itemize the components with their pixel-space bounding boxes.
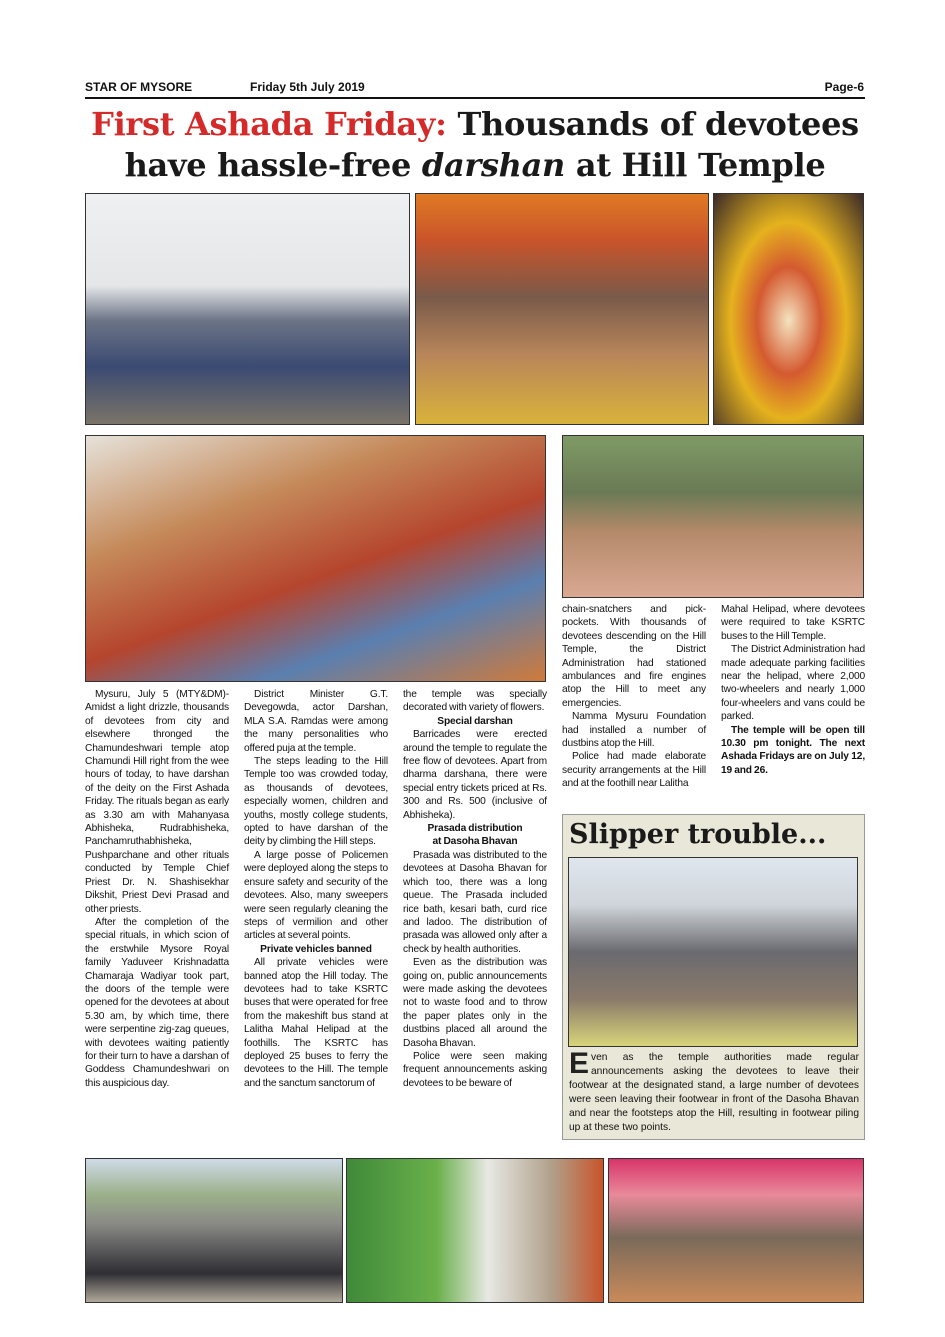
headline-black: Thousands of devotees [446,105,859,143]
paragraph: All private vehicles were banned atop the Hill today. The devotees had to take KSRTC buses that were operated for free from the makeshift bus stand at Lalitha Mahal Helipad at the foothills. The KSRTC has deployed 25 buses to ferry the devotees to the Hill. The temple and the sanctum sanctorum of [244,957,388,1089]
photo-ksrtc-bus [346,1158,604,1303]
paragraph: Barricades were erected around the temple to regulate the free flow of devotees. Apart from dharma darshana, there were special entry tickets priced at Rs. 300 and Rs. 500 (inclusive of Abhisheka). [403,729,547,821]
headline-line-2 [85,145,865,186]
closing-note: The temple will be open till 10.30 pm tonight. The next Ashada Fridays are on July 12, 19 and 26. [721,724,865,776]
photo-prasada-distribution [85,435,546,682]
drop-cap: E [569,1047,590,1080]
subheading: Prasada distribution [427,823,523,835]
photo-hill-steps [562,435,864,598]
photo-parked-bikes [85,1158,343,1303]
paragraph: District Minister G.T. Devegowda, actor Darshan, MLA S.A. Ramdas were among the many personalities who offered puja at the temple. [244,689,388,754]
masthead-paper-name: STAR OF MYSORE [85,80,193,94]
photo-deity [713,193,864,425]
sidebar-slipper-trouble [562,814,865,1140]
paragraph: A large posse of Policemen were deployed along the steps to ensure safety and security of the devotees. Also, many sweepers were seen regularly cleaning the steps of vermilion and other articles at several points. [244,849,388,942]
sidebar-title: Slipper trouble... [569,819,827,850]
paragraph: The District Administration had made adequate parking facilities near the helipad, where 2,000 two-wheelers and nearly 1,000 four-wheelers and vans could be parked. [721,644,865,723]
article-column-4 [562,603,706,791]
article-column-1 [85,688,229,1090]
masthead-page: Page-6 [824,80,864,94]
headline-red: First Ashada Friday: [91,105,447,143]
paragraph: Namma Mysuru Foundation had installed a number of dustbins atop the Hill. [562,711,706,750]
paragraph: Police had made elaborate security arrangements at the Hill and at the foothill near Lalitha [562,751,706,790]
sidebar-caption [569,1047,859,1135]
article-column-2 [244,688,388,1090]
headline-line-1 [85,104,865,145]
masthead-date: Friday 5th July 2019 [250,80,365,94]
headline-italic: darshan [421,146,566,184]
caption-text: ven as the temple authorities made regular announcements asking the devotees to leave their footwear at the designated stand, a large number of devotees were seen leaving their footwear in front of the Dasoha Bhavan and near the footsteps atop the Hill, resulting in footwear piling up at these two points. [569,1052,859,1133]
photo-footwear-pile [568,857,858,1047]
photo-temple-queue [85,193,410,425]
paragraph: Prasada was distributed to the devotees at Dasoha Bhavan for which too, there was a long queue. The Prasada included rice bath, kesari bath, curd rice and ladoo. The distribution of prasada was allowed only after a check by health authorities. [403,849,547,955]
header-rule [85,97,865,99]
paragraph: Police were seen making frequent announcements asking devotees to be beware of [403,1050,547,1089]
article-column-3 [403,688,547,1090]
headline-part: at Hill Temple [565,146,826,184]
photo-devotees-offering [415,193,709,425]
subheading: at Dasoha Bhavan [432,836,518,848]
paragraph: Mysuru, July 5 (MTY&DM)- Amidst a light drizzle, thousands of devotees from city and elsewhere thronged the Chamundeshwari temple atop Chamundi Hill right from the wee hours of today, to have darshan of the deity on the First Ashada Friday. The rituals began as early as 3.30 am with Mahanyasa Abhisheka, Rudrabhisheka, Panchamruthabhisheka, Pushparchane and other rituals conducted by Temple Chief Priest Dr. N. Shashisekhar Dikshit, Priest Devi Prasad and other priests. [85,689,229,915]
paragraph: The steps leading to the Hill Temple too was crowded today, as thousands of devotees, especially women, children and youths, mostly college students, opted to have darshan of the deity by climbing the Hill steps. [244,756,388,848]
paragraph: After the completion of the special rituals, in which scion of the erstwhile Mysore Royal family Yaduveer Krishnadatta Chamaraja Wadiyar took part, the doors of the temple were opened for the devotees at about 5.30 am, by which time, there were serpentine zig-zag queues, with devotees waiting patiently for their turn to have a darshan of Goddess Chamundeshwari on this auspicious day. [85,916,229,1089]
photo-barricade-queue [608,1158,864,1303]
subheading: Special darshan [437,715,513,727]
article-column-5 [721,603,865,777]
paragraph: Even as the distribution was going on, public announcements were made asking the devotees not to waste food and to throw the paper plates only in the dustbins placed all around the Dasoha Bhavan. [403,957,547,1049]
paragraph: the temple was specially decorated with variety of flowers. [403,689,547,714]
paragraph: Mahal Helipad, where devotees were required to take KSRTC buses to the Hill Temple. [721,604,865,642]
paragraph: chain-snatchers and pick-pockets. With thousands of devotees descending on the Hill Temple, the District Administration had stationed ambulances and fire engines atop the Hill to meet any emergencies. [562,604,706,709]
headline-part: have hassle-free [124,146,422,184]
subheading: Private vehicles banned [260,943,372,955]
